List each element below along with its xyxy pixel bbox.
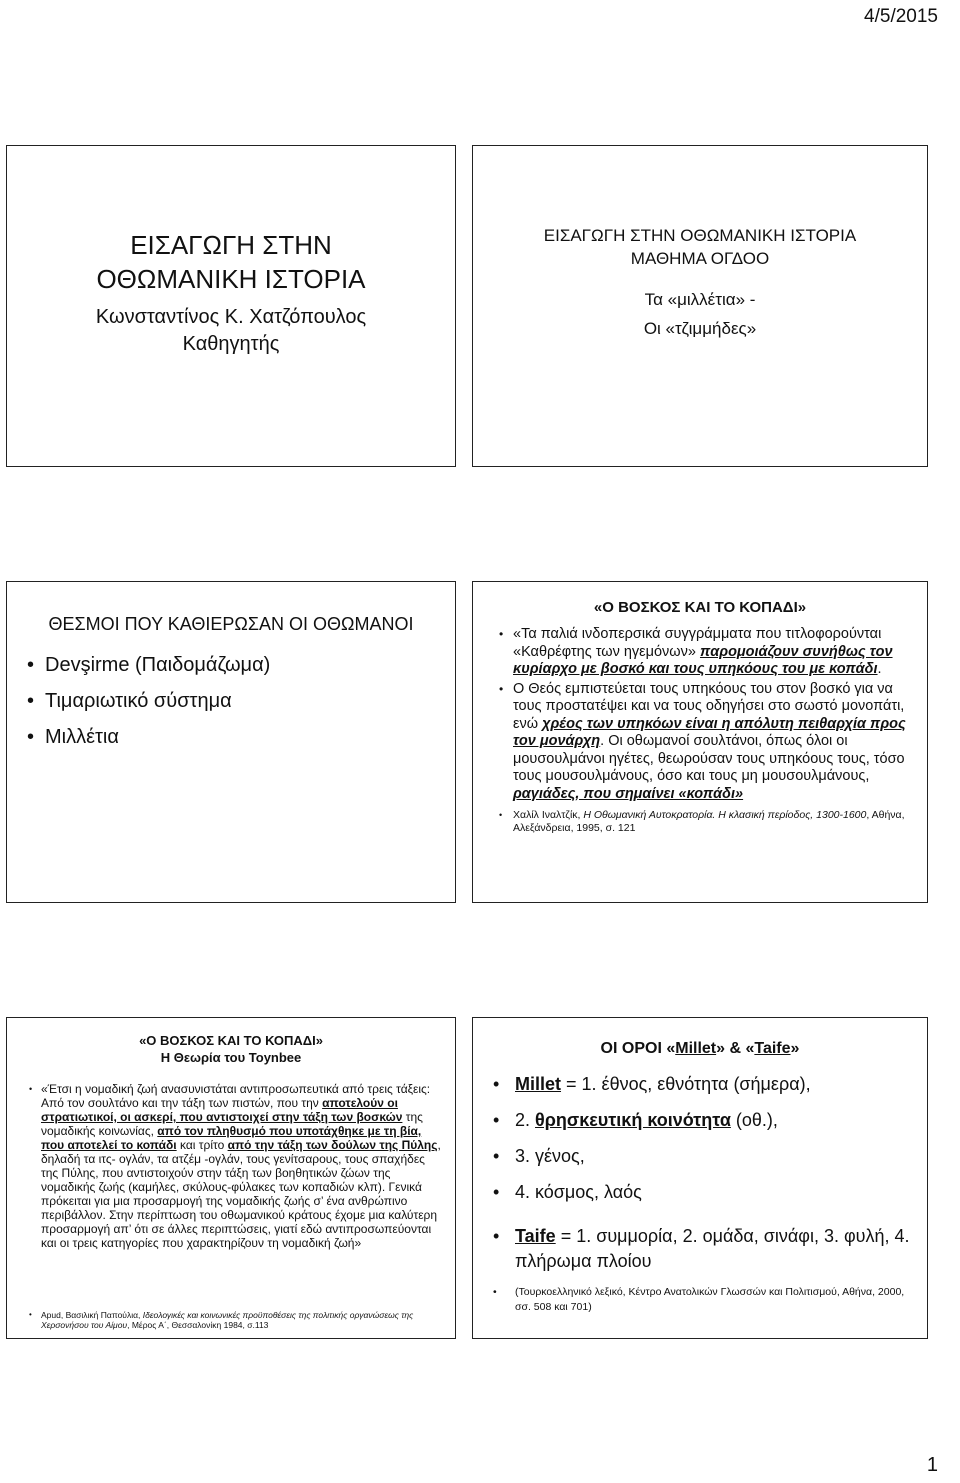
citation-title: Η Οθωμανική Αυτοκρατορία. Η κλασική περίοδος, 1300-1600 [583, 809, 867, 821]
slide-title [473, 1040, 927, 1058]
definition-item: • 3. γένος, [491, 1144, 913, 1169]
definition-text: = 1. συμμορία, 2. ομάδα, σινάφι, 3. φυλή, 4. πλήρωμα πλοίου [515, 1226, 910, 1271]
slide-3-institutions [6, 581, 456, 903]
slide-4-shepherd-flock [472, 581, 928, 903]
emphasis-text: από την τάξη των δούλων της Πύλης [227, 1138, 438, 1152]
definition-item: • 4. κόσμος, λαός [491, 1180, 913, 1205]
text-run: » & « [716, 1040, 755, 1057]
text-run: . [877, 661, 882, 677]
text-run: «Έτσι η νομαδική ζωή ανασυνιστάται αντιπροσωπευτικά από τρεις τάξεις: Από τον σουλτάνο και την τάξη των πιστών, που την [41, 1082, 431, 1110]
citation-title: Ιδεολογικές και κοινωνικές προϋποθέσεις της πολιτικής οργανώσεως της Χερσονήσου του Αίμου [41, 1310, 414, 1330]
emphasis-text: αποτελούν οι στρατιωτικοί, οι ασκερί, που αντιστοιχεί στην τάξη των βοσκών [41, 1096, 403, 1124]
text-run: της νομαδικής κοινωνίας, [41, 1110, 423, 1138]
title-line-2: Η Θεωρία του Toynbee [160, 1050, 302, 1065]
list-item: • Devşirme (Παιδομάζωμα) [27, 652, 270, 678]
slide-title: «Ο ΒΟΣΚΟΣ ΚΑΙ ΤΟ ΚΟΠΑΔΙ» [593, 599, 807, 616]
emphasis-text: παρομοιάζουν συνήθως τον κυρίαρχο με βοσκό και τους υπηκόους του με κοπάδι [513, 643, 893, 677]
author-role: Καθηγητής [182, 333, 280, 355]
course-title-line-1: ΕΙΣΑΓΩΓΗ ΣΤΗΝ [130, 230, 332, 260]
slide-body [499, 626, 907, 835]
definition-text: = 1. έθνος, εθνότητα (σήμερα), [561, 1074, 811, 1094]
course-title-line-2: ΟΘΩΜΑΝΙΚΗ ΙΣΤΟΡΙΑ [96, 264, 366, 294]
definition-item [491, 1224, 913, 1274]
term-millet: Millet [515, 1074, 562, 1094]
slide-title: ΘΕΣΜΟΙ ΠΟΥ ΚΑΘΙΕΡΩΣΑΝ ΟΙ ΟΘΩΜΑΝΟΙ [48, 614, 414, 634]
emphasis-text: θρησκευτική κοινότητα [535, 1110, 731, 1130]
citation [29, 1310, 441, 1330]
institutions-list [27, 652, 270, 760]
citation: • (Τουρκοελληνικό λεξικό, Κέντρο Ανατολικών Γλωσσών και Πολιτισμού, Αθήνα, 2000, σσ. 508 και 701) [491, 1285, 913, 1315]
lesson-topic-line-2: Οι «τζιμμήδες» [643, 319, 757, 338]
definition-item [491, 1072, 913, 1097]
emphasis-text: χρέος των υπηκόων είναι η απόλυτη πειθαρχία προς τον μονάρχη [513, 715, 906, 749]
text-run: , δηλαδή τα ιτς- ογλάν, τα ατζέμ -ογλάν, τους γενίτσαρους, τους σπαχήδες της Πύλης, που αντιστοιχούν στην τάξη των βοηθητικών ζώων της νομαδικής ζωής (καμήλες, σκύλους-φύλακες των κοπαδιών κλπ). Γενικά πρόκειται για μια προσαρμογή της νομαδικής ζωής σ’ ένα ανθρώπινο περιβάλλον. Στην περίπτωση του οθωμανικού κράτους έχομε μια καλύτερη προσαρμογή απ’ ότι σε άλλες περιπτώσεις, γιατί εδώ αντιπροσωπεύονται και οι τρεις κατηγορίες που χαρακτηρίζουν τη νομαδική ζωή» [41, 1138, 441, 1250]
citation-author: Χαλίλ Ιναλτζίκ, [513, 809, 584, 821]
citation-author: Apud, Βασιλική Παπούλια, [41, 1310, 143, 1320]
slide-6-millet-taife [472, 1017, 928, 1339]
citation [499, 809, 907, 835]
slide-2-lesson [472, 145, 928, 467]
text-run: . Οι οθωμανοί σουλτάνοι, όπως όλοι οι μουσουλμάνοι ηγέτες, θεωρούσαν τους υπηκόους τους, τόσο τους μουσουλμάνους, όσο και τους μη μουσουλμάνους, [513, 733, 905, 784]
quote-paragraph [29, 1082, 441, 1250]
citation-publication: , Μέρος Α΄, Θεσσαλονίκη 1984, σ.113 [127, 1320, 269, 1330]
lesson-heading: ΕΙΣΑΓΩΓΗ ΣΤΗΝ ΟΘΩΜΑΝΙΚΗ ΙΣΤΟΡΙΑ [543, 226, 857, 245]
text-run: (οθ.), [730, 1110, 778, 1130]
slide-title [7, 1032, 455, 1066]
text-run: ΟΙ ΟΡΟΙ « [600, 1040, 676, 1057]
slide-body [29, 1082, 441, 1250]
text-run: 2. [515, 1110, 536, 1130]
title-line-1: «Ο ΒΟΣΚΟΣ ΚΑΙ ΤΟ ΚΟΠΑΔΙ» [139, 1033, 323, 1048]
page-number: 1 [926, 1454, 938, 1476]
term-millet: Millet [675, 1040, 717, 1057]
lesson-number: ΜΑΘΗΜΑ ΟΓΔΟΟ [630, 249, 770, 268]
text-run: Ο Θεός εμπιστεύεται τους υπηκόους του στον βοσκό για να τους προστατέψει και να τους οδηγήσει στο σωστό μονοπάτι, ενώ [513, 680, 905, 732]
title-block [7, 228, 455, 358]
text-run: » [790, 1040, 800, 1057]
text-run: και τρίτο [176, 1138, 228, 1152]
citation-publication: , Αθήνα, Αλεξάνδρεια, 1995, σ. 121 [513, 809, 905, 834]
definition-item [491, 1108, 913, 1133]
slide-5-toynbee-theory [6, 1017, 456, 1339]
text-run: «Τα παλιά ινδοπερσικά συγγράμματα που τιτλοφορούνται «Καθρέφτης των ηγεμόνων» [513, 626, 882, 660]
bullet-paragraph [499, 681, 907, 804]
author-name: Κωνσταντίνος Κ. Χατζόπουλος [95, 306, 367, 328]
lesson-topic-line-1: Τα «μιλλέτια» - [644, 290, 756, 309]
slide-body [491, 1072, 913, 1326]
slide-1-title [6, 145, 456, 467]
bullet-paragraph [499, 626, 907, 679]
list-item: • Τιμαριωτικό σύστημα [27, 688, 270, 714]
emphasis-text: από τον πληθυσμό που υποτάχθηκε με τη βία, που αποτελεί το κοπάδι [41, 1124, 422, 1152]
lesson-block [473, 224, 927, 340]
page-date: 4/5/2015 [864, 6, 938, 27]
emphasis-text: ραγιάδες, που σημαίνει «κοπάδι» [513, 785, 744, 802]
term-taife: Taife [754, 1040, 791, 1057]
list-item: • Μιλλέτια [27, 724, 270, 750]
term-taife: Taife [515, 1226, 556, 1246]
